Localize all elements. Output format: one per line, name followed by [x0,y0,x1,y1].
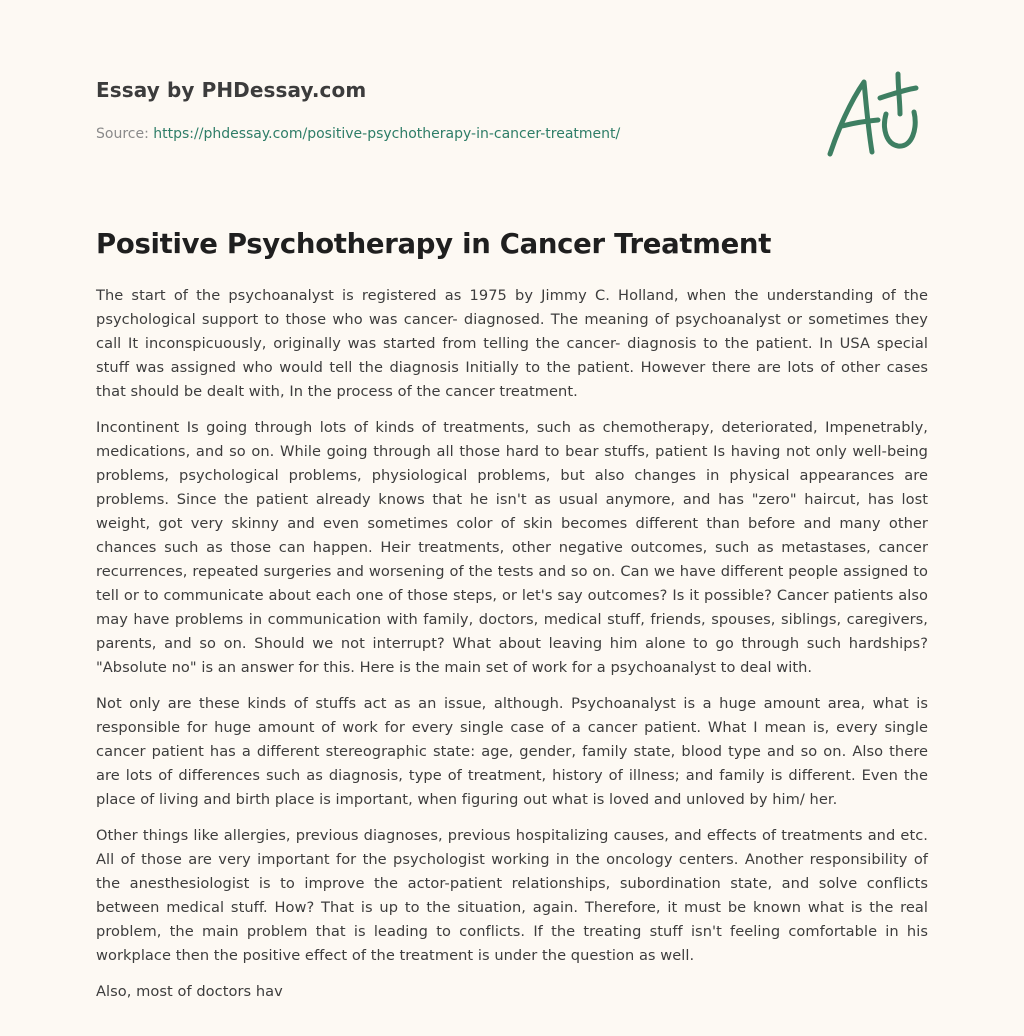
article-title: Positive Psychotherapy in Cancer Treatment [96,228,772,260]
a-plus-grade-icon [820,68,928,160]
site-brand: Essay by PHDessay.com [96,78,367,102]
article-paragraph: Other things like allergies, previous diagnoses, previous hospitalizing causes, and effects of treatments and etc. All of those are very important for the psychologist working in the oncology centers. Another responsibility of the anesthesiologist is to improve the actor-patient relationships, subordination state, and solve conflicts between medical stuff. How? That is up to the situation, again. Therefore, it must be known what is the real problem, the main problem that is leading to conflicts. If the treating stuff isn't feeling comfortable in his workplace then the positive effect of the treatment is under the question as well. [96,827,928,964]
article-paragraph-truncated: Also, most of doctors hav [96,983,283,1000]
source-line [96,124,620,144]
page-header [96,76,928,176]
article-paragraph: Not only are these kinds of stuffs act as an issue, although. Psychoanalyst is a huge amount area, what is responsible for huge amount of work for every single case of a cancer patient. What I mean is, every single cancer patient has a different stereographic state: age, gender, family state, blood type and so on. Also there are lots of differences such as diagnosis, type of treatment, history of illness; and family is different. Even the place of living and birth place is important, when figuring out what is loved and unloved by him/ her. [96,695,928,808]
article-paragraph: Incontinent Is going through lots of kinds of treatments, such as chemotherapy, deteriorated, Impenetrably, medications, and so on. While going through all those hard to bear stuffs, patient Is having not only well-being problems, psychological problems, physiological problems, but also changes in physical appearances are problems. Since the patient already knows that he isn't as usual anymore, and has "zero" haircut, has lost weight, got very skinny and even sometimes color of skin becomes different than before and many other chances such as those can happen. Heir treatments, other negative outcomes, such as metastases, cancer recurrences, repeated surgeries and worsening of the tests and so on. Can we have different people assigned to tell or to communicate about each one of those steps, or let's say outcomes? Is it possible? Cancer patients also may have problems in communication with family, doctors, medical stuff, friends, spouses, siblings, caregivers, parents, and so on. Should we not interrupt? What about leaving him alone to go through such hardships? "Absolute no" is an answer for this. Here is the main set of work for a psychoanalyst to deal with. [96,419,928,676]
source-link[interactable]: https://phdessay.com/positive-psychotherapy-in-cancer-treatment/ [153,126,621,142]
article-body [96,284,928,1016]
source-label: Source: [96,126,154,142]
article-paragraph: The start of the psychoanalyst is registered as 1975 by Jimmy C. Holland, when the understanding of the psychological support to those who was cancer- diagnosed. The meaning of psychoanalyst or sometimes they call It inconspicuously, originally was started from telling the cancer- diagnosis to the patient. In USA special stuff was assigned who would tell the diagnosis Initially to the patient. However there are lots of other cases that should be dealt with, In the process of the cancer treatment. [96,287,928,400]
